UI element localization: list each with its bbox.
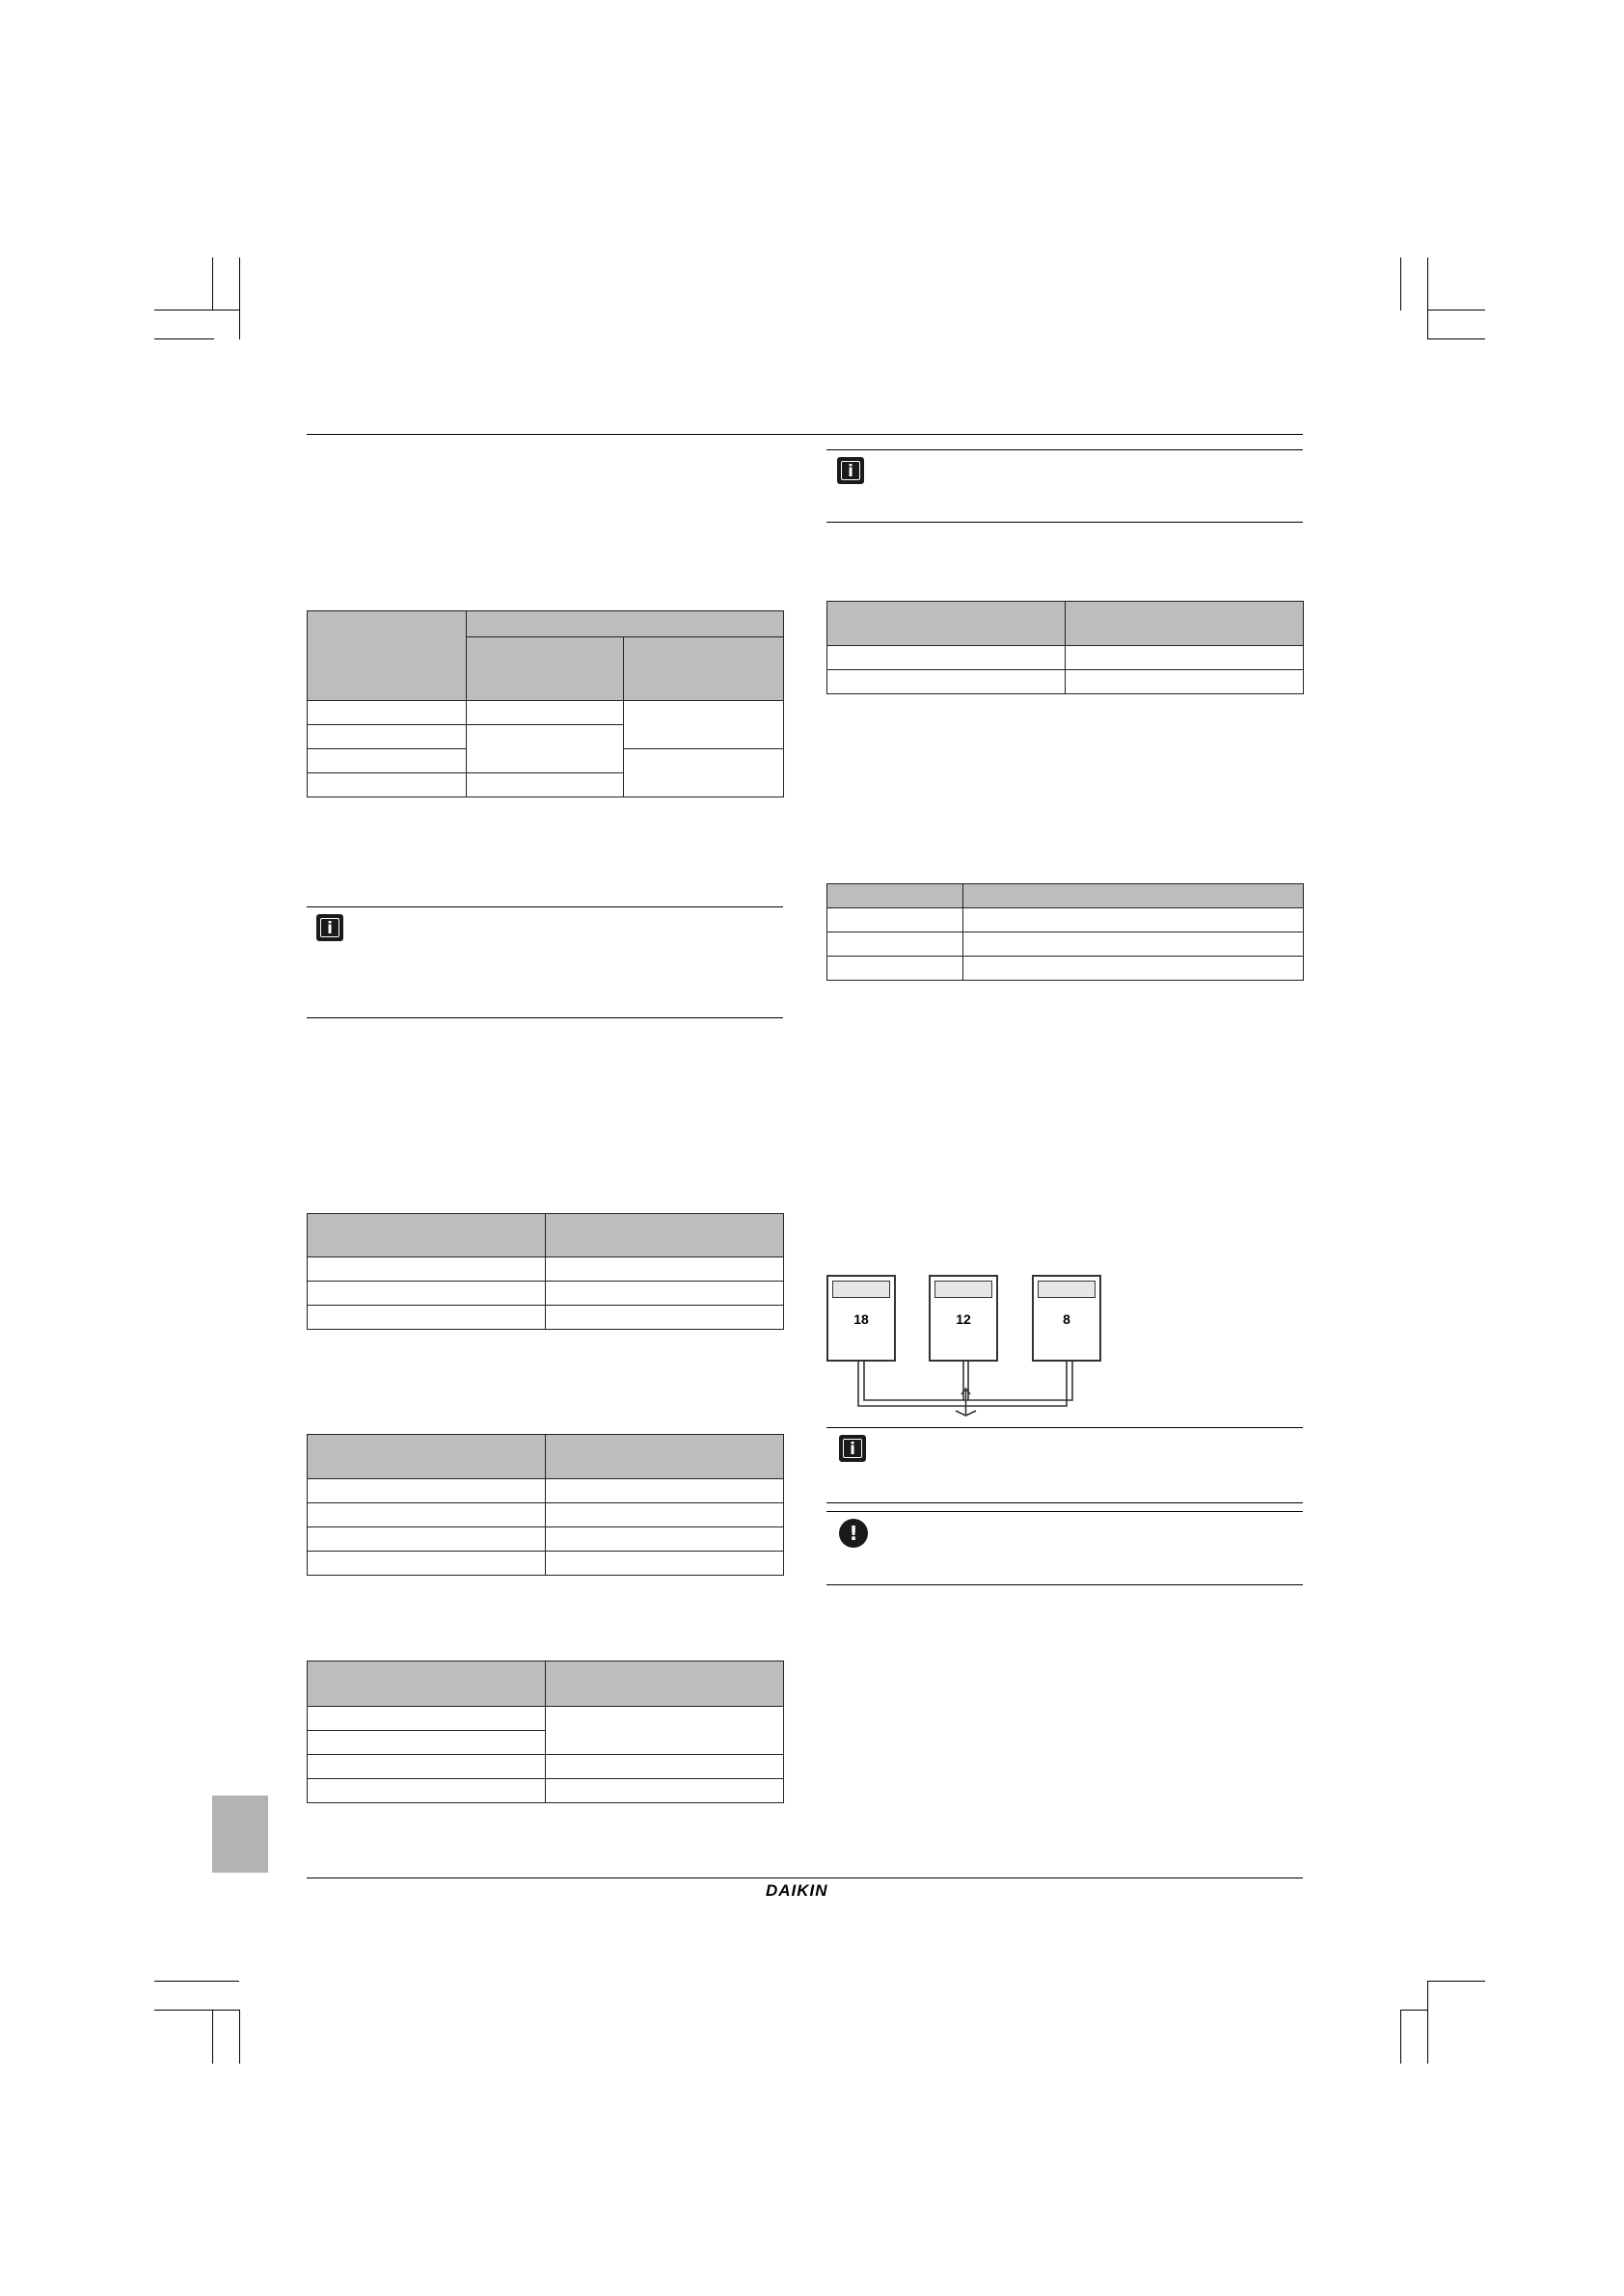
crop-mark-bottom-left-h2	[154, 2010, 239, 2011]
crop-mark-bottom-right-h2	[1400, 2010, 1427, 2011]
table-cell	[546, 1552, 784, 1576]
table-2-header-a	[308, 1214, 546, 1257]
table-cell	[1066, 670, 1304, 694]
unit-capacity-label: 18	[853, 1311, 869, 1327]
table-cell	[308, 749, 467, 773]
piping-lines	[826, 1275, 1116, 1419]
crop-mark-bottom-right-v	[1400, 2010, 1401, 2064]
left-table-3	[307, 1434, 784, 1576]
daikin-logo: DAIKIN	[766, 1881, 828, 1900]
table-cell	[467, 701, 624, 725]
table-cell	[308, 701, 467, 725]
table-cell	[308, 1503, 546, 1527]
unit-capacity-label: 8	[1063, 1311, 1070, 1327]
table-1-header-c	[624, 637, 784, 701]
footer-rule	[307, 1877, 1303, 1878]
table-cell	[546, 1306, 784, 1330]
table-cell	[308, 1755, 546, 1779]
table-cell	[308, 1479, 546, 1503]
right-table-1-header-b	[1066, 602, 1304, 646]
table-cell	[1066, 646, 1304, 670]
right-table-1	[826, 601, 1304, 694]
table-cell	[467, 773, 624, 797]
table-2-header-b	[546, 1214, 784, 1257]
table-cell	[963, 957, 1304, 981]
chapter-side-tab	[212, 1796, 268, 1873]
table-cell	[963, 908, 1304, 932]
crop-mark-top-right-h	[1427, 310, 1485, 311]
table-3-header-a	[308, 1435, 546, 1479]
table-cell	[546, 1755, 784, 1779]
table-1-header-a	[308, 611, 467, 701]
note-left-bottom-rule	[307, 1017, 783, 1018]
header-rule	[307, 434, 1303, 435]
table-cell	[546, 1707, 784, 1755]
table-cell	[467, 725, 624, 773]
crop-mark-bottom-left-h	[154, 1981, 239, 1982]
table-1-header-group	[467, 611, 784, 637]
info-icon: i	[316, 914, 343, 941]
table-cell	[963, 932, 1304, 957]
table-cell	[827, 670, 1066, 694]
unit-capacity-label: 12	[956, 1311, 971, 1327]
crop-mark-top-left-v2	[212, 257, 213, 311]
table-cell	[624, 749, 784, 797]
table-cell	[308, 1306, 546, 1330]
table-cell	[308, 1731, 546, 1755]
table-cell	[546, 1779, 784, 1803]
info-icon: i	[839, 1435, 866, 1462]
table-cell	[827, 646, 1066, 670]
info-icon: i	[837, 457, 864, 484]
table-cell	[546, 1257, 784, 1282]
warning-top-rule	[826, 1511, 1303, 1512]
crop-mark-top-right-v2	[1427, 257, 1428, 339]
table-cell	[827, 908, 963, 932]
left-table-1	[307, 610, 784, 797]
table-cell	[546, 1527, 784, 1552]
crop-mark-top-right-h2	[1427, 338, 1485, 339]
right-table-2-header-b	[963, 884, 1304, 908]
crop-mark-top-left-h	[154, 310, 239, 311]
table-cell	[624, 701, 784, 749]
table-cell	[827, 957, 963, 981]
crop-mark-bottom-right-h	[1427, 1981, 1485, 1982]
table-3-header-b	[546, 1435, 784, 1479]
table-cell	[308, 1257, 546, 1282]
table-cell	[827, 932, 963, 957]
left-table-2	[307, 1213, 784, 1330]
table-cell	[308, 1552, 546, 1576]
crop-mark-bottom-left-v2	[239, 2010, 240, 2064]
table-cell	[308, 725, 467, 749]
note-right-top-rule	[826, 449, 1303, 450]
crop-mark-top-right-v	[1400, 257, 1401, 311]
table-cell	[308, 1282, 546, 1306]
table-cell	[546, 1282, 784, 1306]
left-table-4	[307, 1661, 784, 1803]
table-cell	[308, 1527, 546, 1552]
crop-mark-top-left-v	[239, 257, 240, 339]
note-left-top-rule	[307, 906, 783, 907]
note-right-2-top-rule	[826, 1427, 1303, 1428]
table-cell	[546, 1503, 784, 1527]
right-table-2-header-a	[827, 884, 963, 908]
table-4-header-a	[308, 1661, 546, 1707]
crop-mark-bottom-right-v2	[1427, 1981, 1428, 2064]
crop-mark-top-left-h2	[154, 338, 214, 339]
table-cell	[308, 773, 467, 797]
table-1-header-b	[467, 637, 624, 701]
table-cell	[308, 1707, 546, 1731]
right-table-1-header-a	[827, 602, 1066, 646]
table-4-header-b	[546, 1661, 784, 1707]
right-table-2	[826, 883, 1304, 981]
crop-mark-bottom-left-v	[212, 2010, 213, 2064]
warning-bottom-rule	[826, 1584, 1303, 1585]
warning-icon: !	[839, 1519, 868, 1548]
unit-connection-diagram	[826, 1275, 1116, 1419]
note-right-2-bottom-rule	[826, 1502, 1303, 1503]
table-cell	[546, 1479, 784, 1503]
table-cell	[308, 1779, 546, 1803]
note-right-bottom-rule	[826, 522, 1303, 523]
